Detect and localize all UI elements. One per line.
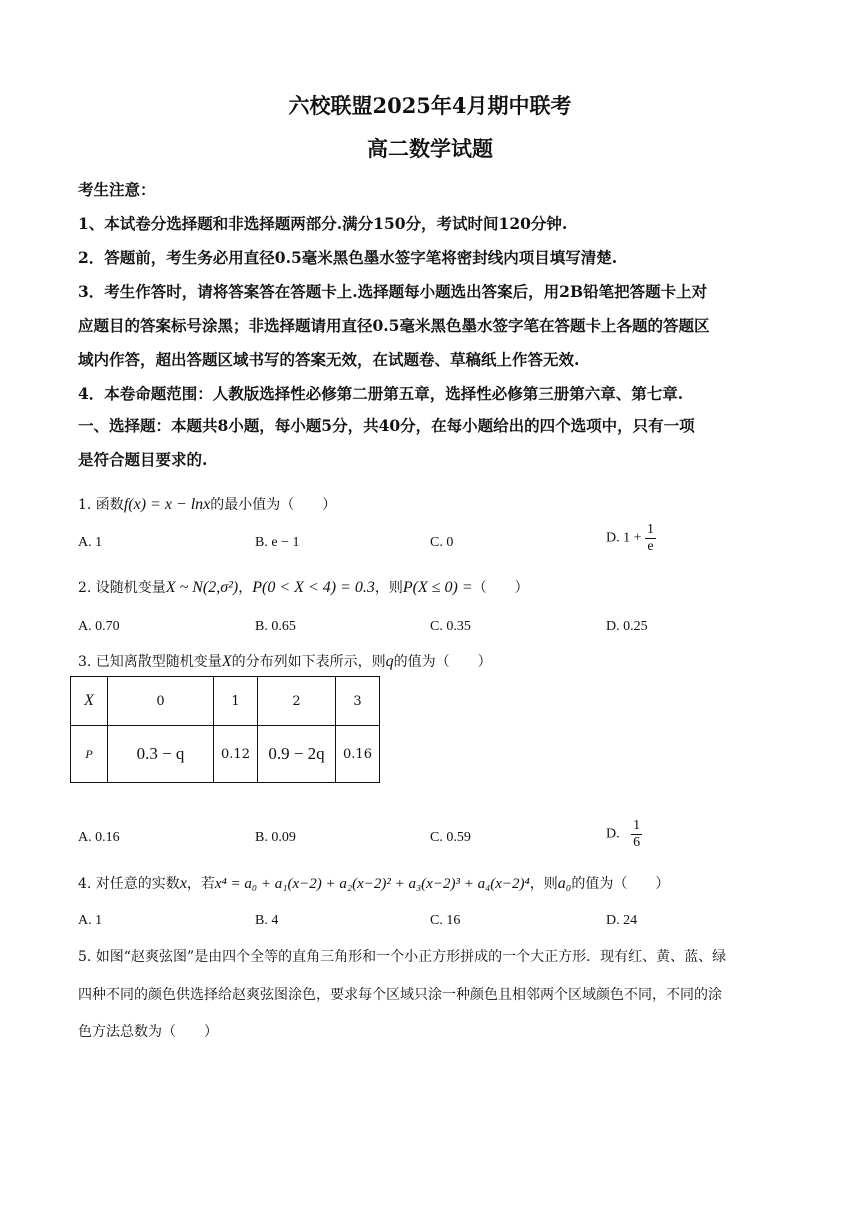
notice-item-2: 2．答题前，考生务必用直径0.5毫米黑色墨水签字笔将密封线内项目填写清楚.: [78, 248, 618, 267]
question-3-variable-q: q: [385, 653, 394, 670]
question-2-probability-given: P(0 < X < 4) = 0.3: [252, 579, 375, 596]
question-3-stem: [78, 651, 788, 671]
question-3-option-d-fraction: [631, 818, 642, 851]
question-5-line-1: 5. 如图“赵爽弦图”是由四个全等的直角三角形和一个小正方形拼成的一个大正方形．现有红、黄、蓝、绿: [78, 949, 727, 965]
fraction-numerator: 1: [633, 818, 641, 833]
question-4-variable-a0: a₀: [557, 875, 572, 892]
exam-title: 六校联盟2025年4月期中联考: [288, 93, 572, 118]
question-4-expansion: x⁴ = a₀ + a₁(x−2) + a₂(x−2)² + a₃(x−2)³ + a₄(x−2)⁴: [214, 876, 530, 892]
question-2-distribution: X ~ N(2,σ²): [165, 579, 239, 596]
section-1-instruction-line-2: 是符合题目要求的.: [78, 450, 208, 469]
table-cell: 0.3 − q: [108, 726, 214, 783]
question-2-probability-asked: P(X ≤ 0) =: [402, 579, 473, 596]
question-3-option-d: [606, 818, 642, 851]
question-1-prefix: 1. 函数: [78, 497, 124, 513]
question-1-option-d-fraction: [645, 522, 656, 555]
question-3-suffix: 的值为（ ）: [393, 654, 492, 670]
distribution-table: [70, 676, 380, 783]
question-4-suffix: 的值为（ ）: [571, 876, 670, 892]
question-4-mid-2: ，则: [529, 876, 558, 892]
question-2-option-b: B. 0.65: [255, 619, 296, 634]
notice-item-4: 4．本卷命题范围：人教版选择性必修第二册第五章，选择性必修第三册第六章、第七章.: [78, 384, 684, 403]
question-1-stem: [78, 494, 788, 514]
table-row: [71, 677, 380, 726]
notice-item-3-line-3: 域内作答，超出答题区域书写的答案无效，在试题卷、草稿纸上作答无效.: [78, 350, 580, 369]
question-3-option-a: A. 0.16: [78, 830, 120, 845]
question-4-option-b: B. 4: [255, 913, 279, 928]
table-cell: 0.16: [336, 726, 380, 783]
notice-item-3-line-2: 应题目的答案标号涂黑；非选择题请用直径0.5毫米黑色墨水签字笔在答题卡上各题的答题区: [78, 316, 710, 335]
question-2-prefix: 2. 设随机变量: [78, 580, 166, 596]
question-4-prefix: 4. 对任意的实数: [78, 876, 180, 892]
question-2-separator: ，: [238, 580, 253, 596]
question-5-line-3: 色方法总数为（ ）: [78, 1024, 218, 1040]
question-4-stem: [78, 873, 788, 893]
question-2-option-a: A. 0.70: [78, 619, 120, 634]
question-4-variable: x: [179, 875, 187, 892]
table-cell: 0.9 − 2q: [258, 726, 336, 783]
fraction-denominator: e: [647, 539, 654, 554]
table-cell: 3: [336, 677, 380, 726]
question-5-line-2: 四种不同的颜色供选择给赵爽弦图涂色，要求每个区域只涂一种颜色且相邻两个区域颜色不同，不同的涂: [78, 987, 722, 1003]
question-4-mid: ，若: [186, 876, 215, 892]
notice-heading: 考生注意：: [78, 180, 156, 199]
question-2-option-c: C. 0.35: [430, 619, 471, 634]
question-3-option-c: C. 0.59: [430, 830, 471, 845]
section-1-instruction-line-1: 一、选择题：本题共8小题，每小题5分，共40分，在每小题给出的四个选项中，只有一项: [78, 416, 695, 435]
question-2-mid: ，则: [374, 580, 403, 596]
fraction-numerator: 1: [647, 522, 655, 537]
question-4-option-a: A. 1: [78, 913, 103, 928]
exam-subtitle: 高二数学试题: [367, 136, 493, 161]
question-1-suffix: 的最小值为（ ）: [210, 497, 337, 513]
question-4-option-c: C. 16: [430, 913, 461, 928]
question-3-prefix: 3. 已知离散型随机变量: [78, 654, 222, 670]
question-1-option-d-prefix: D. 1 +: [606, 530, 642, 546]
table-cell: P: [71, 726, 108, 783]
question-4-option-d: D. 24: [606, 913, 638, 928]
question-1-option-a: A. 1: [78, 535, 103, 550]
table-row: [71, 726, 380, 783]
question-1-option-d: [606, 522, 656, 555]
question-3-variable: X: [221, 653, 232, 670]
fraction-denominator: 6: [633, 835, 641, 850]
table-cell: 1: [214, 677, 258, 726]
table-cell: X: [71, 677, 108, 726]
question-3-option-d-prefix: D.: [606, 826, 620, 842]
question-3-option-b: B. 0.09: [255, 830, 296, 845]
notice-item-1: 1、本试卷分选择题和非选择题两部分.满分150分，考试时间120分钟.: [78, 214, 568, 233]
question-3-mid: 的分布列如下表所示，则: [231, 654, 386, 670]
question-1-option-b: B. e − 1: [255, 535, 300, 550]
table-cell: 0: [108, 677, 214, 726]
notice-item-3-line-1: 3．考生作答时，请将答案答在答题卡上.选择题每小题选出答案后，用2B铅笔把答题卡上对: [78, 282, 708, 301]
question-1-option-c: C. 0: [430, 535, 454, 550]
question-1-formula: f(x) = x − lnx: [123, 496, 211, 513]
question-2-suffix: （ ）: [472, 580, 529, 596]
table-cell: 2: [258, 677, 336, 726]
question-2-option-d: D. 0.25: [606, 619, 648, 634]
question-2-stem: [78, 577, 788, 597]
table-cell: 0.12: [214, 726, 258, 783]
